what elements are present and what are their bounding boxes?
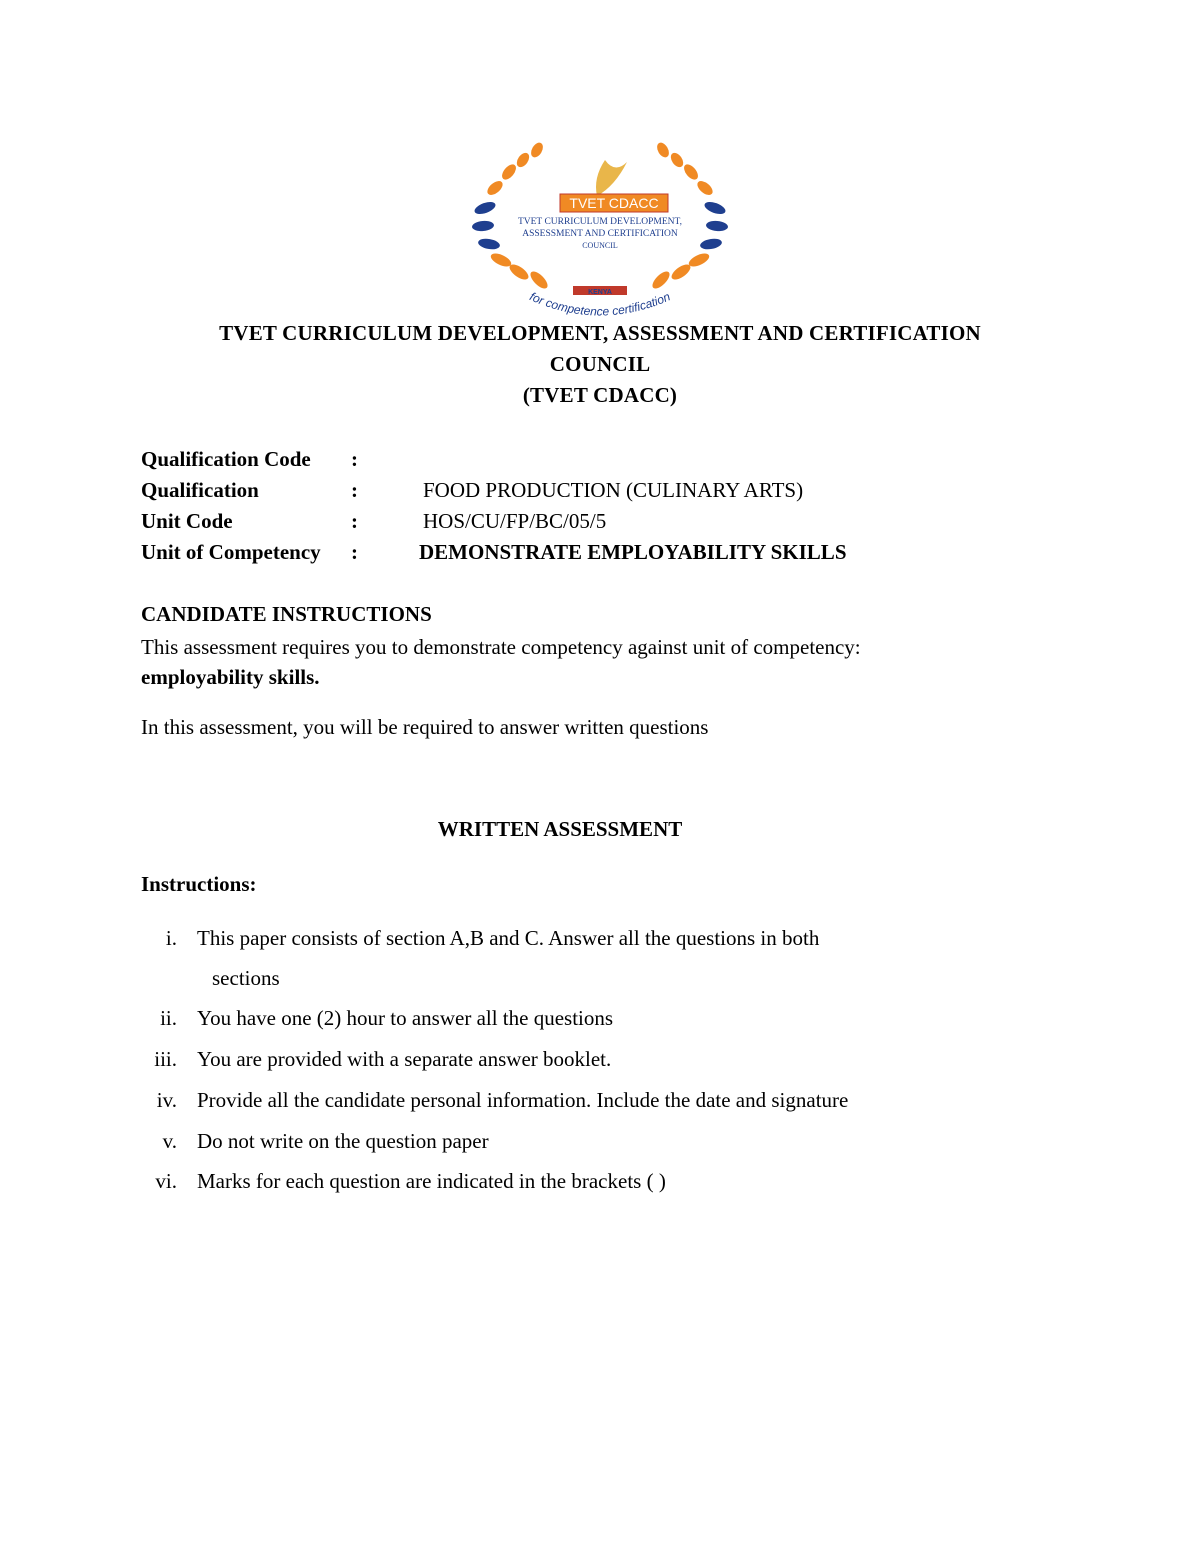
logo-line1: TVET CURRICULUM DEVELOPMENT, — [517, 217, 683, 227]
field-value: DEMONSTRATE EMPLOYABILITY SKILLS — [419, 540, 847, 564]
tvet-cdacc-logo — [465, 138, 735, 320]
candidate-para-1 — [141, 632, 1041, 692]
field-label: Qualification Code — [141, 447, 311, 471]
list-text: Marks for each question are indicated in the brackets ( ) — [197, 1169, 666, 1193]
list-text: This paper consists of section A,B and C. Answer all the questions in both — [197, 926, 820, 950]
field-label: Unit Code — [141, 509, 233, 533]
logo-line2: ASSESSMENT AND CERTIFICATION — [522, 229, 678, 239]
instructions-label: Instructions: — [141, 872, 257, 896]
list-text: You are provided with a separate answer booklet. — [197, 1047, 612, 1071]
logo-motto-path: for competence certification — [527, 289, 673, 319]
title-line2: COUNCIL — [549, 352, 651, 376]
field-colon: : — [351, 447, 358, 471]
candidate-instructions-heading: CANDIDATE INSTRUCTIONS — [141, 602, 432, 626]
field-label: Unit of Competency — [141, 540, 321, 564]
laurel-left — [472, 141, 551, 292]
list-number: vi. — [155, 1169, 177, 1193]
field-colon: : — [351, 478, 358, 502]
field-value: FOOD PRODUCTION (CULINARY ARTS) — [423, 478, 804, 502]
list-text: You have one (2) hour to answer all the questions — [197, 1006, 614, 1030]
logo-country: KENYA — [588, 289, 612, 296]
list-number: v. — [162, 1129, 177, 1153]
title-line1: TVET CURRICULUM DEVELOPMENT, ASSESSMENT AND CERTIFICATION — [219, 321, 981, 345]
list-text: Provide all the candidate personal information. Include the date and signature — [197, 1088, 849, 1112]
list-number: iv. — [156, 1088, 177, 1112]
field-value: HOS/CU/FP/BC/05/5 — [423, 509, 607, 533]
list-number: iii. — [154, 1047, 177, 1071]
field-label: Qualification — [141, 478, 259, 502]
council-title — [140, 318, 1060, 411]
logo-badge-text: TVET CDACC — [569, 195, 659, 211]
candidate-para-1-bold: employability skills. — [141, 665, 320, 689]
candidate-para-1-text: This assessment requires you to demonstrate competency against unit of competency: — [141, 635, 861, 659]
logo-line3: COUNCIL — [582, 241, 618, 250]
torch-flame-icon — [596, 160, 627, 196]
written-assessment-heading: WRITTEN ASSESSMENT — [437, 817, 683, 841]
field-colon: : — [351, 540, 358, 564]
list-text-continued: sections — [212, 966, 280, 990]
title-line3: (TVET CDACC) — [522, 383, 678, 407]
list-text: Do not write on the question paper — [197, 1129, 489, 1153]
field-colon: : — [351, 509, 358, 533]
list-number: i. — [165, 926, 177, 950]
list-number: ii. — [160, 1006, 177, 1030]
candidate-para-2: In this assessment, you will be required to answer written questions — [141, 715, 709, 739]
laurel-right — [650, 141, 729, 292]
